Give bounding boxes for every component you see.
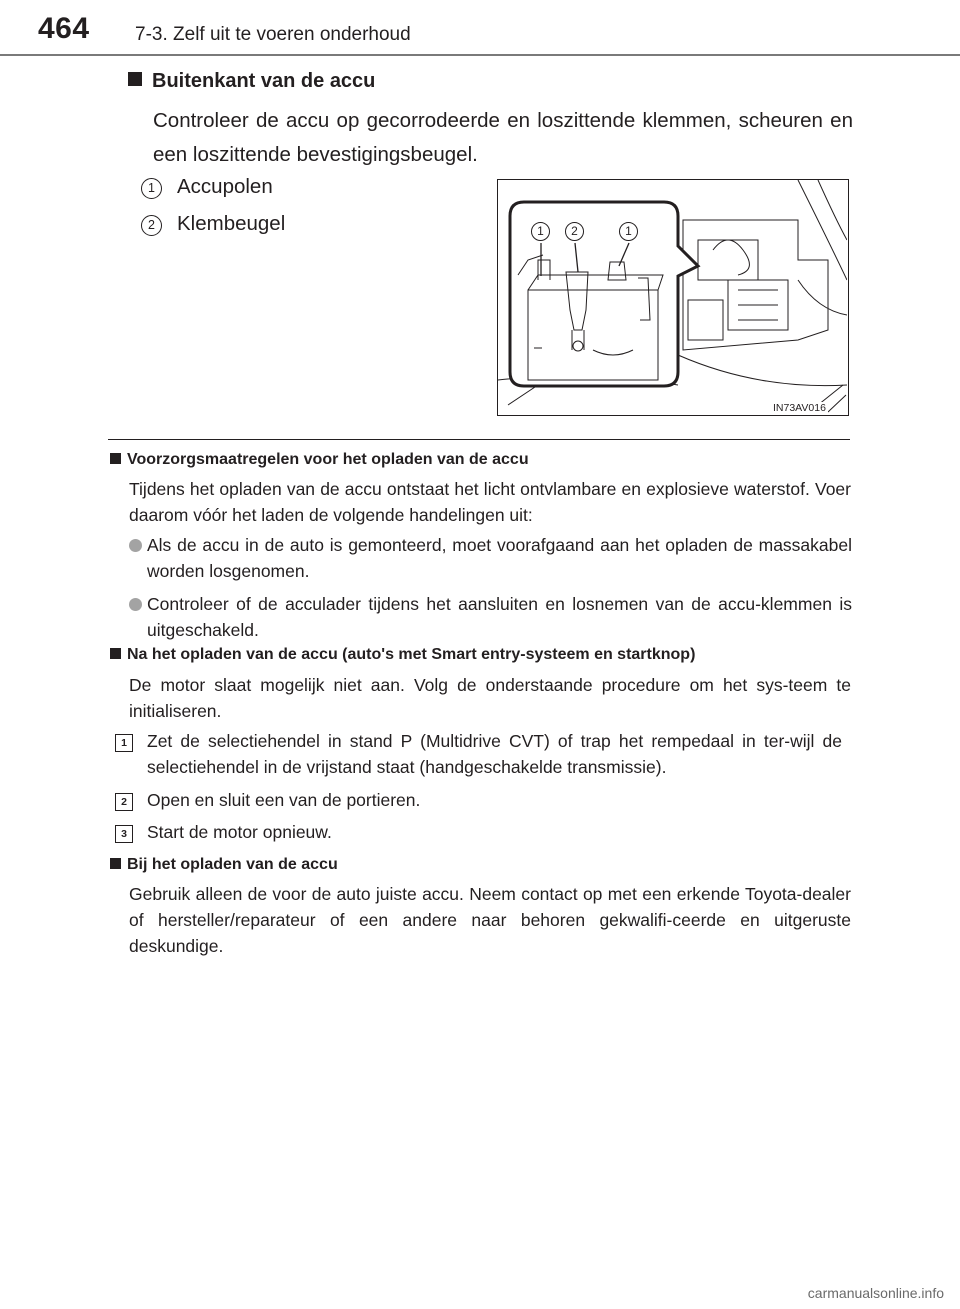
note-heading-text: Na het opladen van de accu (auto's met Smart entry-systeem en startknop) xyxy=(127,646,696,663)
round-bullet-icon xyxy=(129,539,142,552)
square-bullet-icon xyxy=(110,858,121,869)
step-text: Open en sluit een van de portieren. xyxy=(147,790,421,810)
step-number: 2 xyxy=(115,793,133,811)
bullet-item: Controleer of de acculader tijdens het aansluiten en losnemen van de accu-klemmen is uitgeschakeld. xyxy=(147,594,852,640)
battery-illustration xyxy=(497,179,849,416)
step-number: 1 xyxy=(115,734,133,752)
note-heading-text: Bij het opladen van de accu xyxy=(127,856,338,873)
chapter-title: 7-3. Zelf uit te voeren onderhoud xyxy=(135,24,411,45)
square-bullet-icon xyxy=(110,453,121,464)
header-rule xyxy=(0,54,960,56)
section-heading-text: Buitenkant van de accu xyxy=(152,70,376,92)
legend-label-1: Accupolen xyxy=(177,175,273,198)
note-paragraph: De motor slaat mogelijk niet aan. Volg de onderstaande procedure om het sys-teem te initialiseren. xyxy=(129,675,851,721)
legend-number-1: 1 xyxy=(141,178,162,199)
note-paragraph: Gebruik alleen de voor de auto juiste accu. Neem contact op met een erkende Toyota-dealer of hersteller/reparateur of een andere naar behoren gekwalifi-ceerde en uitgeruste deskundige. xyxy=(129,884,851,956)
section-separator xyxy=(108,439,850,440)
watermark: carmanualsonline.info xyxy=(807,1285,944,1301)
legend-number-2: 2 xyxy=(141,215,162,236)
round-bullet-icon xyxy=(129,598,142,611)
note-paragraph: Tijdens het opladen van de accu ontstaat het licht ontvlambare en explosieve waterstof. Voer daarom vóór het laden de volgende handelingen uit: xyxy=(129,479,851,525)
page-number: 464 xyxy=(38,12,90,45)
callout-2: 2 xyxy=(565,222,584,241)
legend-label-2: Klembeugel xyxy=(177,212,286,235)
callout-1-right: 1 xyxy=(619,222,638,241)
square-bullet-icon xyxy=(110,648,121,659)
illustration-code: IN73AV016 xyxy=(773,402,826,414)
step-number: 3 xyxy=(115,825,133,843)
note-heading-after-charging xyxy=(110,646,695,664)
bullet-item: Als de accu in de auto is gemonteerd, moet voorafgaand aan het opladen de massakabel worden losgenomen. xyxy=(147,535,852,581)
square-bullet-icon xyxy=(128,72,142,86)
section-heading xyxy=(128,70,375,93)
note-heading-charging-precautions xyxy=(110,451,529,469)
engine-bay-drawing xyxy=(498,180,847,414)
note-heading-text: Voorzorgsmaatregelen voor het opladen van de accu xyxy=(127,451,529,468)
step-text: Zet de selectiehendel in stand P (Multidrive CVT) of trap het rempedaal in ter-wijl de selectiehendel in de vrijstand staat (handgeschakelde transmissie). xyxy=(147,731,842,777)
step-text: Start de motor opnieuw. xyxy=(147,822,332,842)
section-intro: Controleer de accu op gecorrodeerde en loszittende klemmen, scheuren en een loszittende bevestigingsbeugel. xyxy=(153,109,853,166)
callout-1-left: 1 xyxy=(531,222,550,241)
note-heading-while-charging xyxy=(110,856,338,874)
